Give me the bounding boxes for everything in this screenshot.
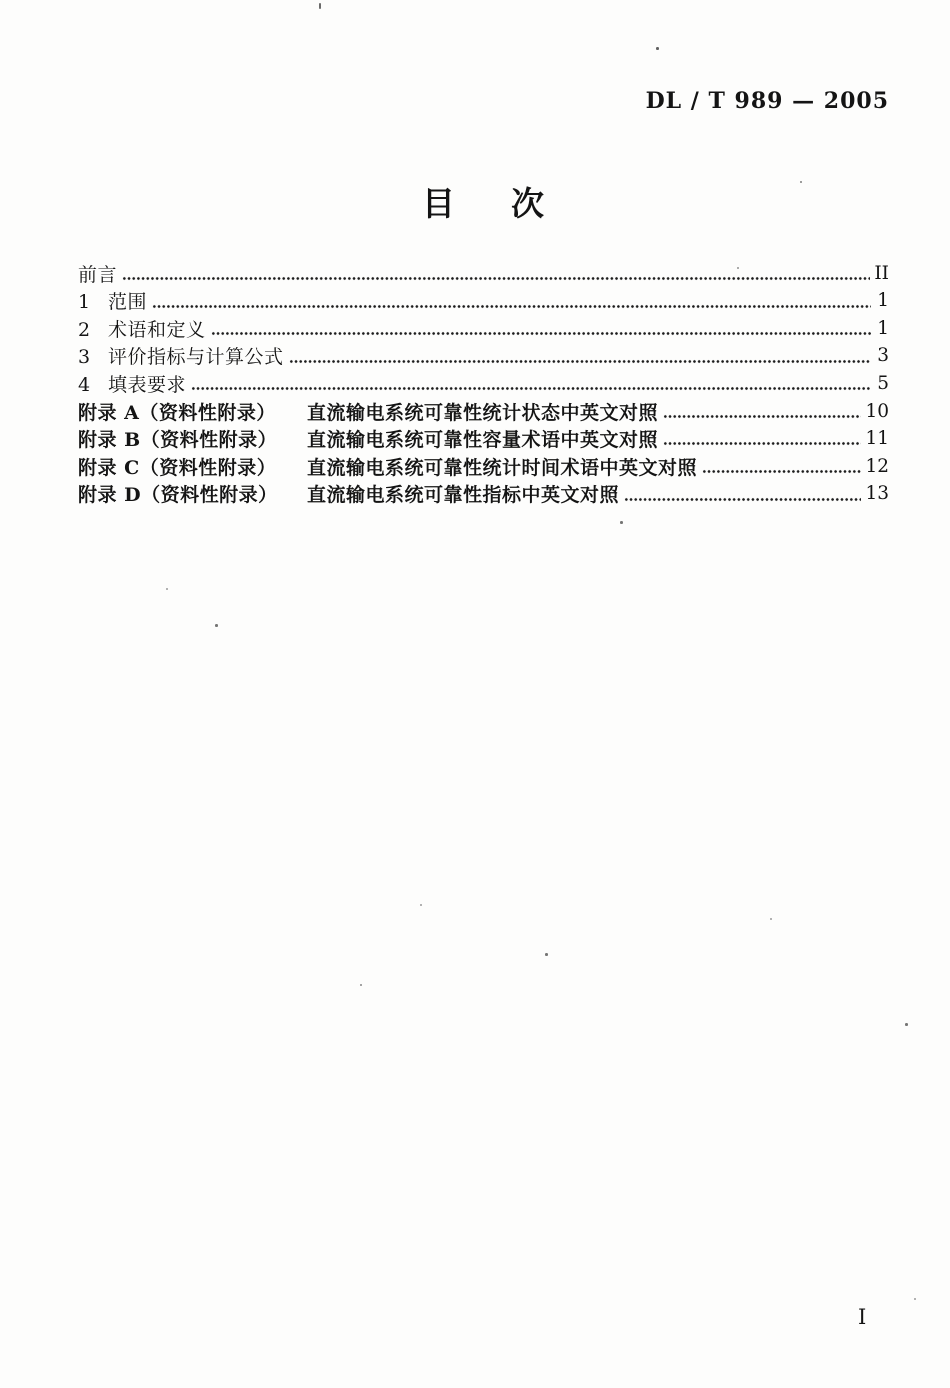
toc-entry-prefix: 4 (78, 373, 91, 396)
toc-dotted-leader (211, 314, 871, 342)
toc-entry-page-number: 13 (865, 483, 889, 505)
toc-entry-page-number: II (874, 262, 889, 284)
scan-speck (800, 181, 802, 183)
toc-entry-page-number: 12 (865, 455, 889, 477)
toc-entry (78, 314, 889, 342)
scan-speck (545, 953, 548, 956)
toc-entry-title: 评价指标与计算公式 (108, 346, 284, 369)
toc-entry-title: 直流输电系统可靠性指标中英文对照 (307, 484, 620, 507)
toc-entry (78, 452, 889, 480)
toc-entry-page-number: 3 (877, 345, 889, 367)
toc-entry-prefix: 1 (78, 291, 91, 314)
toc-dotted-leader (289, 342, 871, 370)
toc-entry-page-number: 1 (877, 317, 889, 339)
toc-entry-prefix: 附录 A（资料性附录） (78, 401, 276, 424)
page-title-char-2: 次 (511, 184, 544, 223)
toc-dotted-leader (122, 259, 870, 287)
scan-speck (620, 521, 623, 524)
toc-entry (78, 259, 889, 287)
toc-entry (78, 342, 889, 370)
scan-speck (905, 1023, 908, 1026)
toc-entry-title: 直流输电系统可靠性统计状态中英文对照 (307, 401, 659, 424)
toc-entry-prefix: 2 (78, 318, 91, 341)
folio-page-number: I (858, 1305, 868, 1329)
toc-entry-title: 直流输电系统可靠性容量术语中英文对照 (307, 429, 659, 452)
scan-speck (420, 904, 422, 906)
scan-speck (319, 3, 321, 9)
toc-entry-title: 直流输电系统可靠性统计时间术语中英文对照 (307, 456, 698, 479)
toc-dotted-leader (663, 425, 861, 453)
toc-entry (78, 425, 889, 453)
scan-speck (166, 588, 168, 590)
toc-entry-page-number: 5 (877, 372, 889, 394)
toc-entry-prefix: 附录 C（资料性附录） (78, 456, 277, 479)
toc-entry-prefix: 附录 B（资料性附录） (78, 429, 278, 452)
standard-number: DL / T 989 — 2005 (645, 88, 889, 114)
toc-entry-page-number: 1 (877, 290, 889, 312)
toc-entry-prefix: 附录 D（资料性附录） (78, 484, 278, 507)
toc-entry (78, 287, 889, 315)
toc-entry (78, 480, 889, 508)
toc-entry-title: 前言 (78, 263, 118, 286)
scan-speck (215, 624, 218, 627)
toc-entry (78, 369, 889, 397)
scan-speck (737, 267, 739, 269)
scan-speck (914, 1298, 916, 1300)
toc-dotted-leader (624, 480, 861, 508)
page-title-char-1: 目 (422, 184, 455, 223)
toc-dotted-leader (191, 369, 871, 397)
toc-dotted-leader (702, 452, 861, 480)
scan-speck (770, 918, 772, 920)
toc-entry (78, 397, 889, 425)
toc-entry-prefix: 3 (78, 346, 91, 369)
scan-speck (656, 47, 659, 50)
toc-entry-page-number: 10 (865, 400, 889, 422)
toc-list (78, 259, 889, 507)
toc-entry-title: 术语和定义 (108, 318, 206, 341)
toc-entry-title: 范围 (108, 291, 148, 314)
toc-dotted-leader (152, 287, 871, 315)
toc-entry-title: 填表要求 (108, 373, 187, 396)
toc-dotted-leader (663, 397, 861, 425)
page-title (8, 178, 950, 225)
toc-entry-page-number: 11 (865, 428, 889, 450)
scan-speck (360, 984, 362, 986)
